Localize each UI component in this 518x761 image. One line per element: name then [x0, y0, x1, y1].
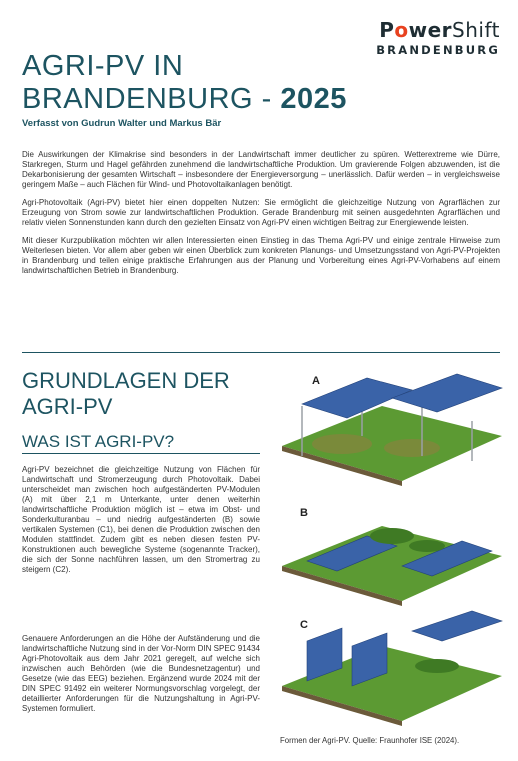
- intro-paragraph-2: Agri-Photovoltaik (Agri-PV) bietet hier einen doppelten Nutzen: Sie ermöglicht die gleichzeitige Nutzung von Agrarflächen zur Erzeugung von Strom sowie zur landwirtschaftlichen Produktion. Gerade Brandenburg mit seinen ausgedehnten Agrarflächen und relativ vielen Sonnenstunden kann durch den gezielten Einsatz von Agri-PV einen wichtigen Beitrag zur Energiewende leisten.: [22, 198, 500, 227]
- system-b-illustration: [282, 526, 502, 606]
- page-title: [22, 50, 347, 116]
- figure-caption: Formen der Agri-PV. Quelle: Fraunhofer ISE (2024).: [280, 736, 460, 745]
- system-a-illustration: [282, 374, 502, 486]
- intro-text: [22, 150, 500, 284]
- title-line1: AGRI-PV IN: [22, 50, 184, 82]
- label-c: C: [300, 619, 308, 631]
- title-line2: BRANDENBURG - 2025: [22, 83, 347, 115]
- logo-wordmark: PowerShift: [379, 18, 500, 42]
- agri-pv-illustration: [272, 366, 508, 736]
- subsection-underline: [22, 453, 260, 454]
- body-paragraph-2: Genauere Anforderungen an die Höhe der Aufständerung und die landwirtschaftliche Nutzung sind in der Vor-Norm DIN SPEC 91434 Agri-Photovoltaik aus dem Jahr 2021 geregelt, auf welche sich inzwischen auch Behörden (wie die Bundesnetzagentur) und Gesetze (wie das EEG) beziehen. Ergänzend wurde 2024 mit der DIN SPEC 91492 ein weiterer Normungsvorschlag vorgelegt, der detaillierter Anforderungen für die Nutzungshaltung in Agri-PV-Systemen formuliert.: [22, 634, 260, 713]
- intro-paragraph-3: Mit dieser Kurzpublikation möchten wir allen Interessierten einen Einstieg in das Thema Agri-PV und einige zentrale Hinweise zum Weiterlesen bieten. Vor allem aber geben wir einen Überblick zum konkreten Planungs- und Umsetzungsstand von Agri-PV-Projekten in Brandenburg und teilen einige praktische Erfahrungen aus der Planung und Vorbereitung eines Agri-PV-Vorhabens auf einem landwirtschaftlichen Betrieb in Brandenburg.: [22, 236, 500, 275]
- subsection-heading: WAS IST AGRI-PV?: [22, 432, 175, 451]
- label-a: A: [312, 375, 320, 387]
- intro-paragraph-1: Die Auswirkungen der Klimakrise sind besonders in der Landwirtschaft immer deutlicher zu spüren. Wetterextreme wie Dürre, Starkregen, Sturm und Hagel gefährden zunehmend die landwirtschaftliche Produktion. Um gravierende Folgen abzuwenden, ist die Dekarbonisierung der gesamten Wirtschaft – insbesondere der Energieversorgung – unerlässlich. Dafür werden – in vergleichsweise geringem Maße – auch Flächen für Wind- und Photovoltaikanlagen benötigt.: [22, 150, 500, 189]
- section-heading: GRUNDLAGEN DER AGRI-PV: [22, 368, 230, 419]
- powershift-logo: [350, 18, 500, 57]
- logo-subtitle: BRANDENBURG: [376, 43, 500, 57]
- system-c-illustration: [282, 611, 502, 726]
- body-paragraph-1: Agri-PV bezeichnet die gleichzeitige Nutzung von Flächen für Landwirtschaft und Stromerzeugung durch Photovoltaik. Dabei unterscheidet man zwischen hoch aufgeständerten PV-Modulen (A) mit über 2,1 m Unterkante, unter denen weiterhin landwirtschaftliche Produktion möglich ist – etwa im Obst- und Sonderkulturanbau – und niedrig aufgeständerten (B) sowie vertikalen Systemen (C1), bei denen die Produktion zwischen den Modulen stattfindet. Zudem gibt es neben diesen festen PV-Konstruktionen auch bewegliche Systeme (sogenannte Tracker), die sich der Sonne nachführen lassen, um den Stromertrag zu steigern (C2).: [22, 465, 260, 574]
- authors-line: Verfasst von Gudrun Walter und Markus Bär: [22, 118, 222, 129]
- section-divider: [22, 352, 500, 353]
- label-b: B: [300, 507, 308, 519]
